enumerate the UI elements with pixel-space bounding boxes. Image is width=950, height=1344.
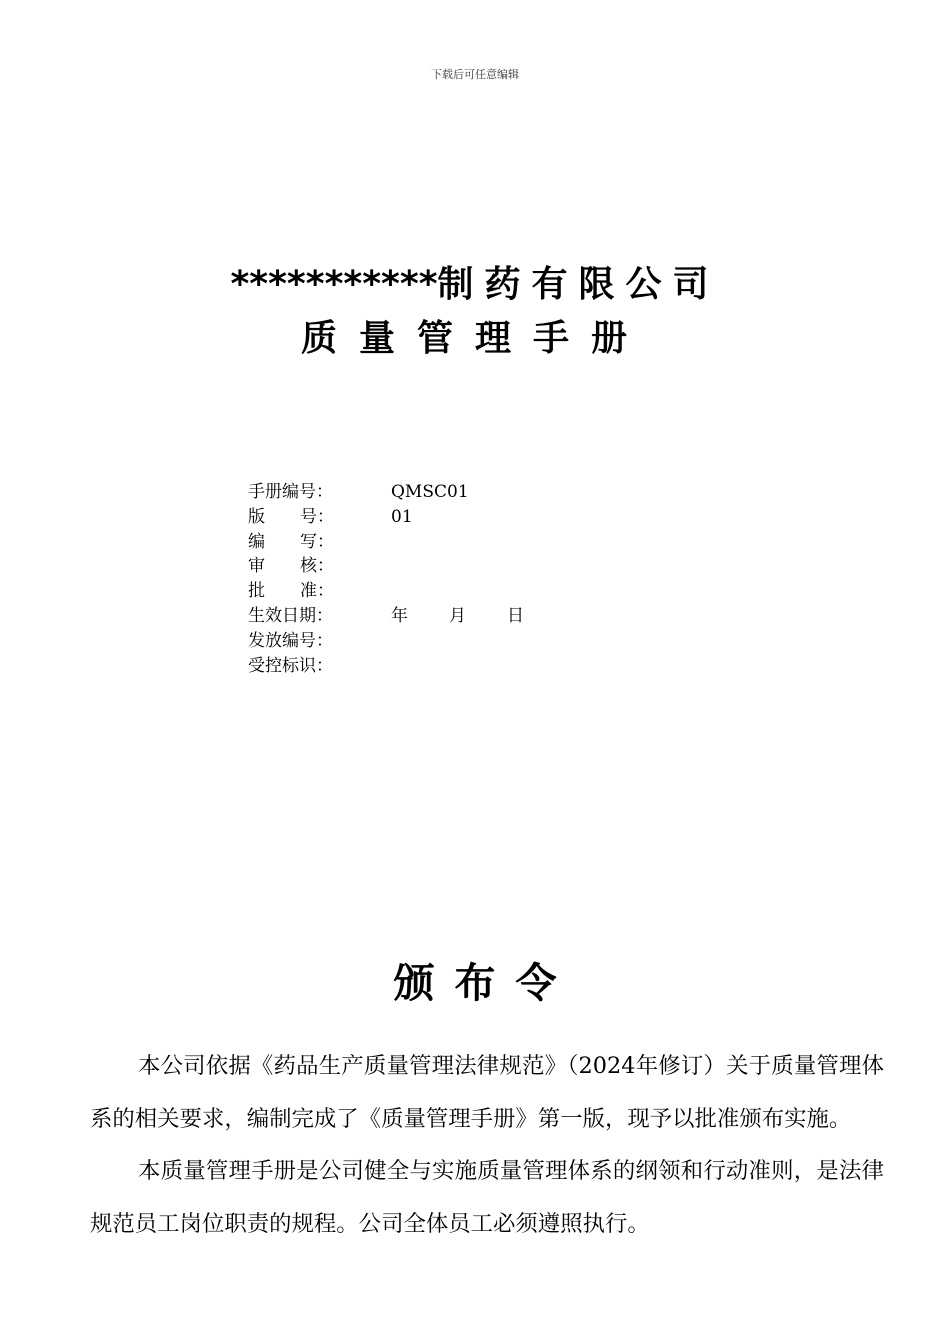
manual-title: 质量管理手册: [300, 318, 649, 359]
company-name-placeholder: ***********: [230, 264, 438, 305]
company-title: [0, 256, 950, 307]
approver-label-part: 准：: [300, 581, 334, 602]
reviewer-row: [248, 554, 524, 579]
effective-date-row: [248, 604, 524, 629]
issue-number-label: 发放编号：: [248, 630, 333, 651]
author-label-part: 写：: [300, 531, 334, 552]
reviewer-label-part: 核：: [300, 556, 334, 577]
version-value: 01: [391, 506, 413, 527]
approver-label: [248, 579, 334, 604]
reviewer-label: [248, 554, 334, 579]
company-name: 制药有限公司: [437, 264, 720, 305]
issue-number-row: [248, 629, 524, 654]
author-label: [248, 530, 334, 555]
decree-body: [90, 1040, 884, 1250]
effective-date-label: 生效日期：: [248, 605, 333, 626]
approver-row: [248, 579, 524, 604]
manual-number-label: 手册编号：: [248, 482, 333, 502]
reviewer-label-part: 审: [248, 556, 265, 577]
control-mark-label: 受控标识：: [248, 655, 333, 676]
decree-paragraph: 本公司依据《药品生产质量管理法律规范》（2024年修订）关于质量管理体系的相关要求，编制完成了《质量管理手册》第一版，现予以批准颁布实施。: [90, 1053, 884, 1132]
version-label-part: 版: [248, 506, 265, 527]
date-day: 日: [507, 605, 524, 626]
control-mark-row: [248, 654, 524, 679]
date-year: 年: [391, 605, 408, 626]
decree-title: 颁布令: [393, 959, 577, 1007]
manual-number-value: QMSC01: [391, 482, 469, 502]
approver-label-part: 批: [248, 581, 265, 602]
version-row: [248, 505, 524, 530]
version-label: [248, 505, 334, 530]
date-month: 月: [449, 605, 466, 626]
effective-date-value: [391, 604, 524, 629]
manual-info-block: [248, 480, 524, 678]
version-label-part: 号：: [300, 506, 334, 527]
author-row: [248, 530, 524, 555]
decree-paragraph: 本质量管理手册是公司健全与实施质量管理体系的纲领和行动准则，是法律规范员工岗位职责的规程。公司全体员工必须遵照执行。: [90, 1158, 884, 1237]
author-label-part: 编: [248, 531, 265, 552]
manual-number-row: [248, 480, 524, 505]
download-watermark: 下载后可任意编辑: [431, 68, 519, 81]
